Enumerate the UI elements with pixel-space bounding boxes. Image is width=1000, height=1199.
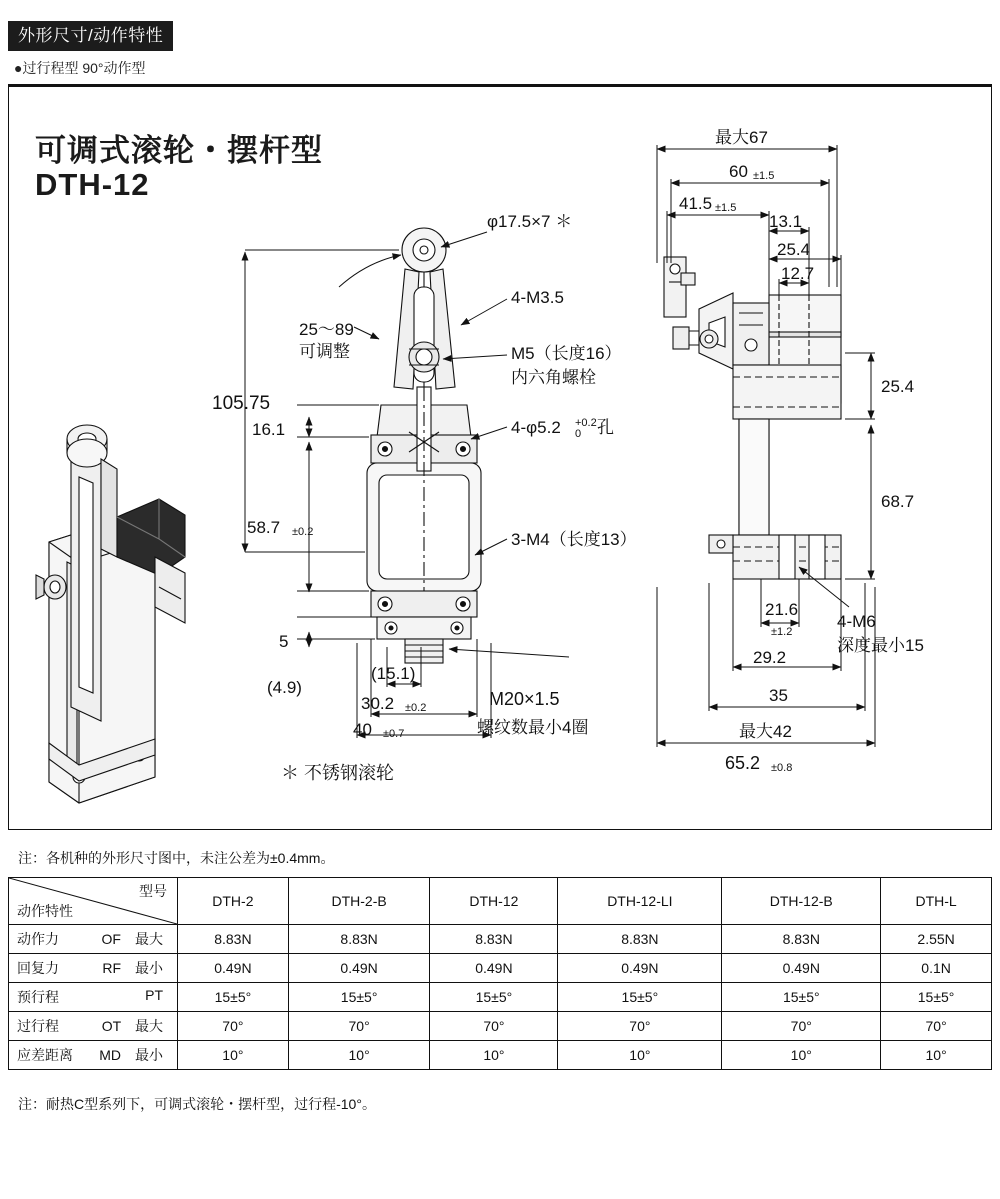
label-adjust-range: 25～89 — [299, 320, 354, 339]
front-view — [367, 228, 481, 663]
label-m5-line1: M5（长度16） — [511, 344, 622, 363]
cell: 8.83N — [178, 925, 289, 954]
label-587-tol: ±0.2 — [292, 526, 314, 538]
label-hole: 4-φ5.2 — [511, 418, 561, 437]
row-label-ot — [9, 1012, 178, 1041]
label-4m6: 4-M6 — [837, 612, 876, 631]
label-415-tol: ±1.5 — [715, 202, 737, 214]
cell: 15±5° — [881, 983, 992, 1012]
table-col-3: DTH-12-LI — [558, 878, 722, 925]
cell: 15±5° — [178, 983, 289, 1012]
label-4m35: 4-M3.5 — [511, 288, 564, 307]
note-top: 注：各机种的外形尺寸图中，未注公差为±0.4mm。 — [18, 850, 335, 866]
cell: 0.1N — [881, 954, 992, 983]
table-col-5: DTH-L — [881, 878, 992, 925]
label-m20: M20×1.5 — [489, 689, 560, 709]
label-max42: 最大42 — [739, 722, 792, 741]
label-302: 30.2 — [361, 694, 395, 713]
label-m6-depth: 深度最小15 — [837, 636, 924, 655]
table-row — [9, 954, 992, 983]
label-161: 16.1 — [252, 420, 286, 439]
cell: 70° — [178, 1012, 289, 1041]
label-max67: 最大67 — [715, 128, 768, 147]
cell: 70° — [722, 1012, 881, 1041]
label-216: 21.6 — [765, 600, 799, 619]
cell: 8.83N — [558, 925, 722, 954]
label-40: 40 — [353, 720, 372, 739]
table-corner-model: 型号 — [139, 883, 167, 899]
product-title-line1: 可调式滚轮・摆杆型 — [35, 133, 323, 168]
table-row — [9, 983, 992, 1012]
table-corner-characteristic: 动作特性 — [17, 903, 73, 919]
label-254-top: 25.4 — [777, 240, 811, 259]
side-view — [664, 257, 841, 579]
table-col-4: DTH-12-B — [722, 878, 881, 925]
label-3m4: 3-M4（长度13） — [511, 530, 637, 549]
row-label-name: 应差距离 — [17, 1047, 73, 1063]
label-652: 65.2 — [725, 753, 761, 773]
row-label-name: 预行程 — [17, 989, 59, 1005]
header-tag: 外形尺寸/动作特性 — [8, 21, 173, 51]
cell: 15±5° — [430, 983, 558, 1012]
label-687: 68.7 — [881, 492, 915, 511]
label-587: 58.7 — [247, 518, 281, 537]
label-216-tol: ±1.2 — [771, 626, 793, 638]
row-label-rf — [9, 954, 178, 983]
label-254-right: 25.4 — [881, 377, 915, 396]
header-bar — [8, 22, 992, 50]
label-60-tol: ±1.5 — [753, 170, 775, 182]
label-302-tol: ±0.2 — [405, 702, 427, 714]
cell: 8.83N — [288, 925, 430, 954]
cell: 10° — [430, 1041, 558, 1070]
row-label-name: 动作力 — [17, 931, 59, 947]
product-title-line2: DTH-12 — [35, 167, 150, 202]
header-subtitle: ●过行程型 90°动作型 — [14, 60, 146, 76]
cell: 0.49N — [288, 954, 430, 983]
note-bottom: 注：耐热C型系列下，可调式滚轮・摆杆型，过行程-10°。 — [18, 1096, 376, 1112]
label-m5-line2: 内六角螺栓 — [511, 368, 596, 387]
label-roller-dim: φ17.5×7 ＊ — [487, 212, 573, 231]
table-header-row — [9, 878, 992, 925]
label-5: 5 — [279, 632, 289, 651]
cell: 0.49N — [178, 954, 289, 983]
perspective-view — [36, 425, 185, 803]
spec-table — [8, 877, 992, 1070]
row-label-name: 回复力 — [17, 960, 59, 976]
label-652-tol: ±0.8 — [771, 762, 793, 774]
cell: 0.49N — [430, 954, 558, 983]
cell: 70° — [430, 1012, 558, 1041]
row-label-code: OT 最大 — [101, 1018, 163, 1034]
row-label-of — [9, 925, 178, 954]
table-col-0: DTH-2 — [178, 878, 289, 925]
cell: 70° — [881, 1012, 992, 1041]
dimension-drawing — [9, 87, 993, 831]
cell: 10° — [178, 1041, 289, 1070]
table-corner-cell — [9, 878, 178, 925]
cell: 15±5° — [558, 983, 722, 1012]
label-105: 105.75 — [212, 393, 271, 414]
cell: 70° — [288, 1012, 430, 1041]
label-60: 60 — [729, 162, 748, 181]
cell: 2.55N — [881, 925, 992, 954]
cell: 0.49N — [558, 954, 722, 983]
cell: 15±5° — [288, 983, 430, 1012]
label-292: 29.2 — [753, 648, 787, 667]
label-127: 12.7 — [781, 264, 815, 283]
label-131: 13.1 — [769, 212, 803, 231]
row-label-pt — [9, 983, 178, 1012]
cell: 10° — [288, 1041, 430, 1070]
table-col-2: DTH-12 — [430, 878, 558, 925]
table-row — [9, 925, 992, 954]
label-m20-2: 螺纹数最小4圈 — [477, 718, 589, 737]
label-40-tol: ±0.7 — [383, 728, 405, 740]
table-row — [9, 1041, 992, 1070]
cell: 8.83N — [430, 925, 558, 954]
row-label-md — [9, 1041, 178, 1070]
cell: 0.49N — [722, 954, 881, 983]
row-label-code: PT — [145, 987, 163, 1003]
cell: 8.83N — [722, 925, 881, 954]
row-label-code: RF 最小 — [102, 960, 163, 976]
label-415: 41.5 — [679, 194, 713, 213]
cell: 70° — [558, 1012, 722, 1041]
row-label-code: OF 最大 — [101, 931, 163, 947]
label-hole-tail: 孔 — [597, 418, 614, 437]
label-151: (15.1) — [371, 664, 416, 683]
cell: 10° — [881, 1041, 992, 1070]
row-label-name: 过行程 — [17, 1018, 59, 1034]
label-hole-sub: 0 — [575, 428, 582, 440]
cell: 10° — [558, 1041, 722, 1070]
label-49: (4.9) — [267, 678, 302, 697]
cell: 10° — [722, 1041, 881, 1070]
row-label-code: MD 最小 — [99, 1047, 163, 1063]
label-hole-sup: +0.2 — [575, 417, 597, 429]
label-stainless: ＊ 不锈钢滚轮 — [281, 763, 395, 783]
label-35: 35 — [769, 686, 788, 705]
drawing-frame — [8, 86, 992, 830]
label-adjust-text: 可调整 — [299, 342, 350, 361]
table-col-1: DTH-2-B — [288, 878, 430, 925]
cell: 15±5° — [722, 983, 881, 1012]
table-row — [9, 1012, 992, 1041]
